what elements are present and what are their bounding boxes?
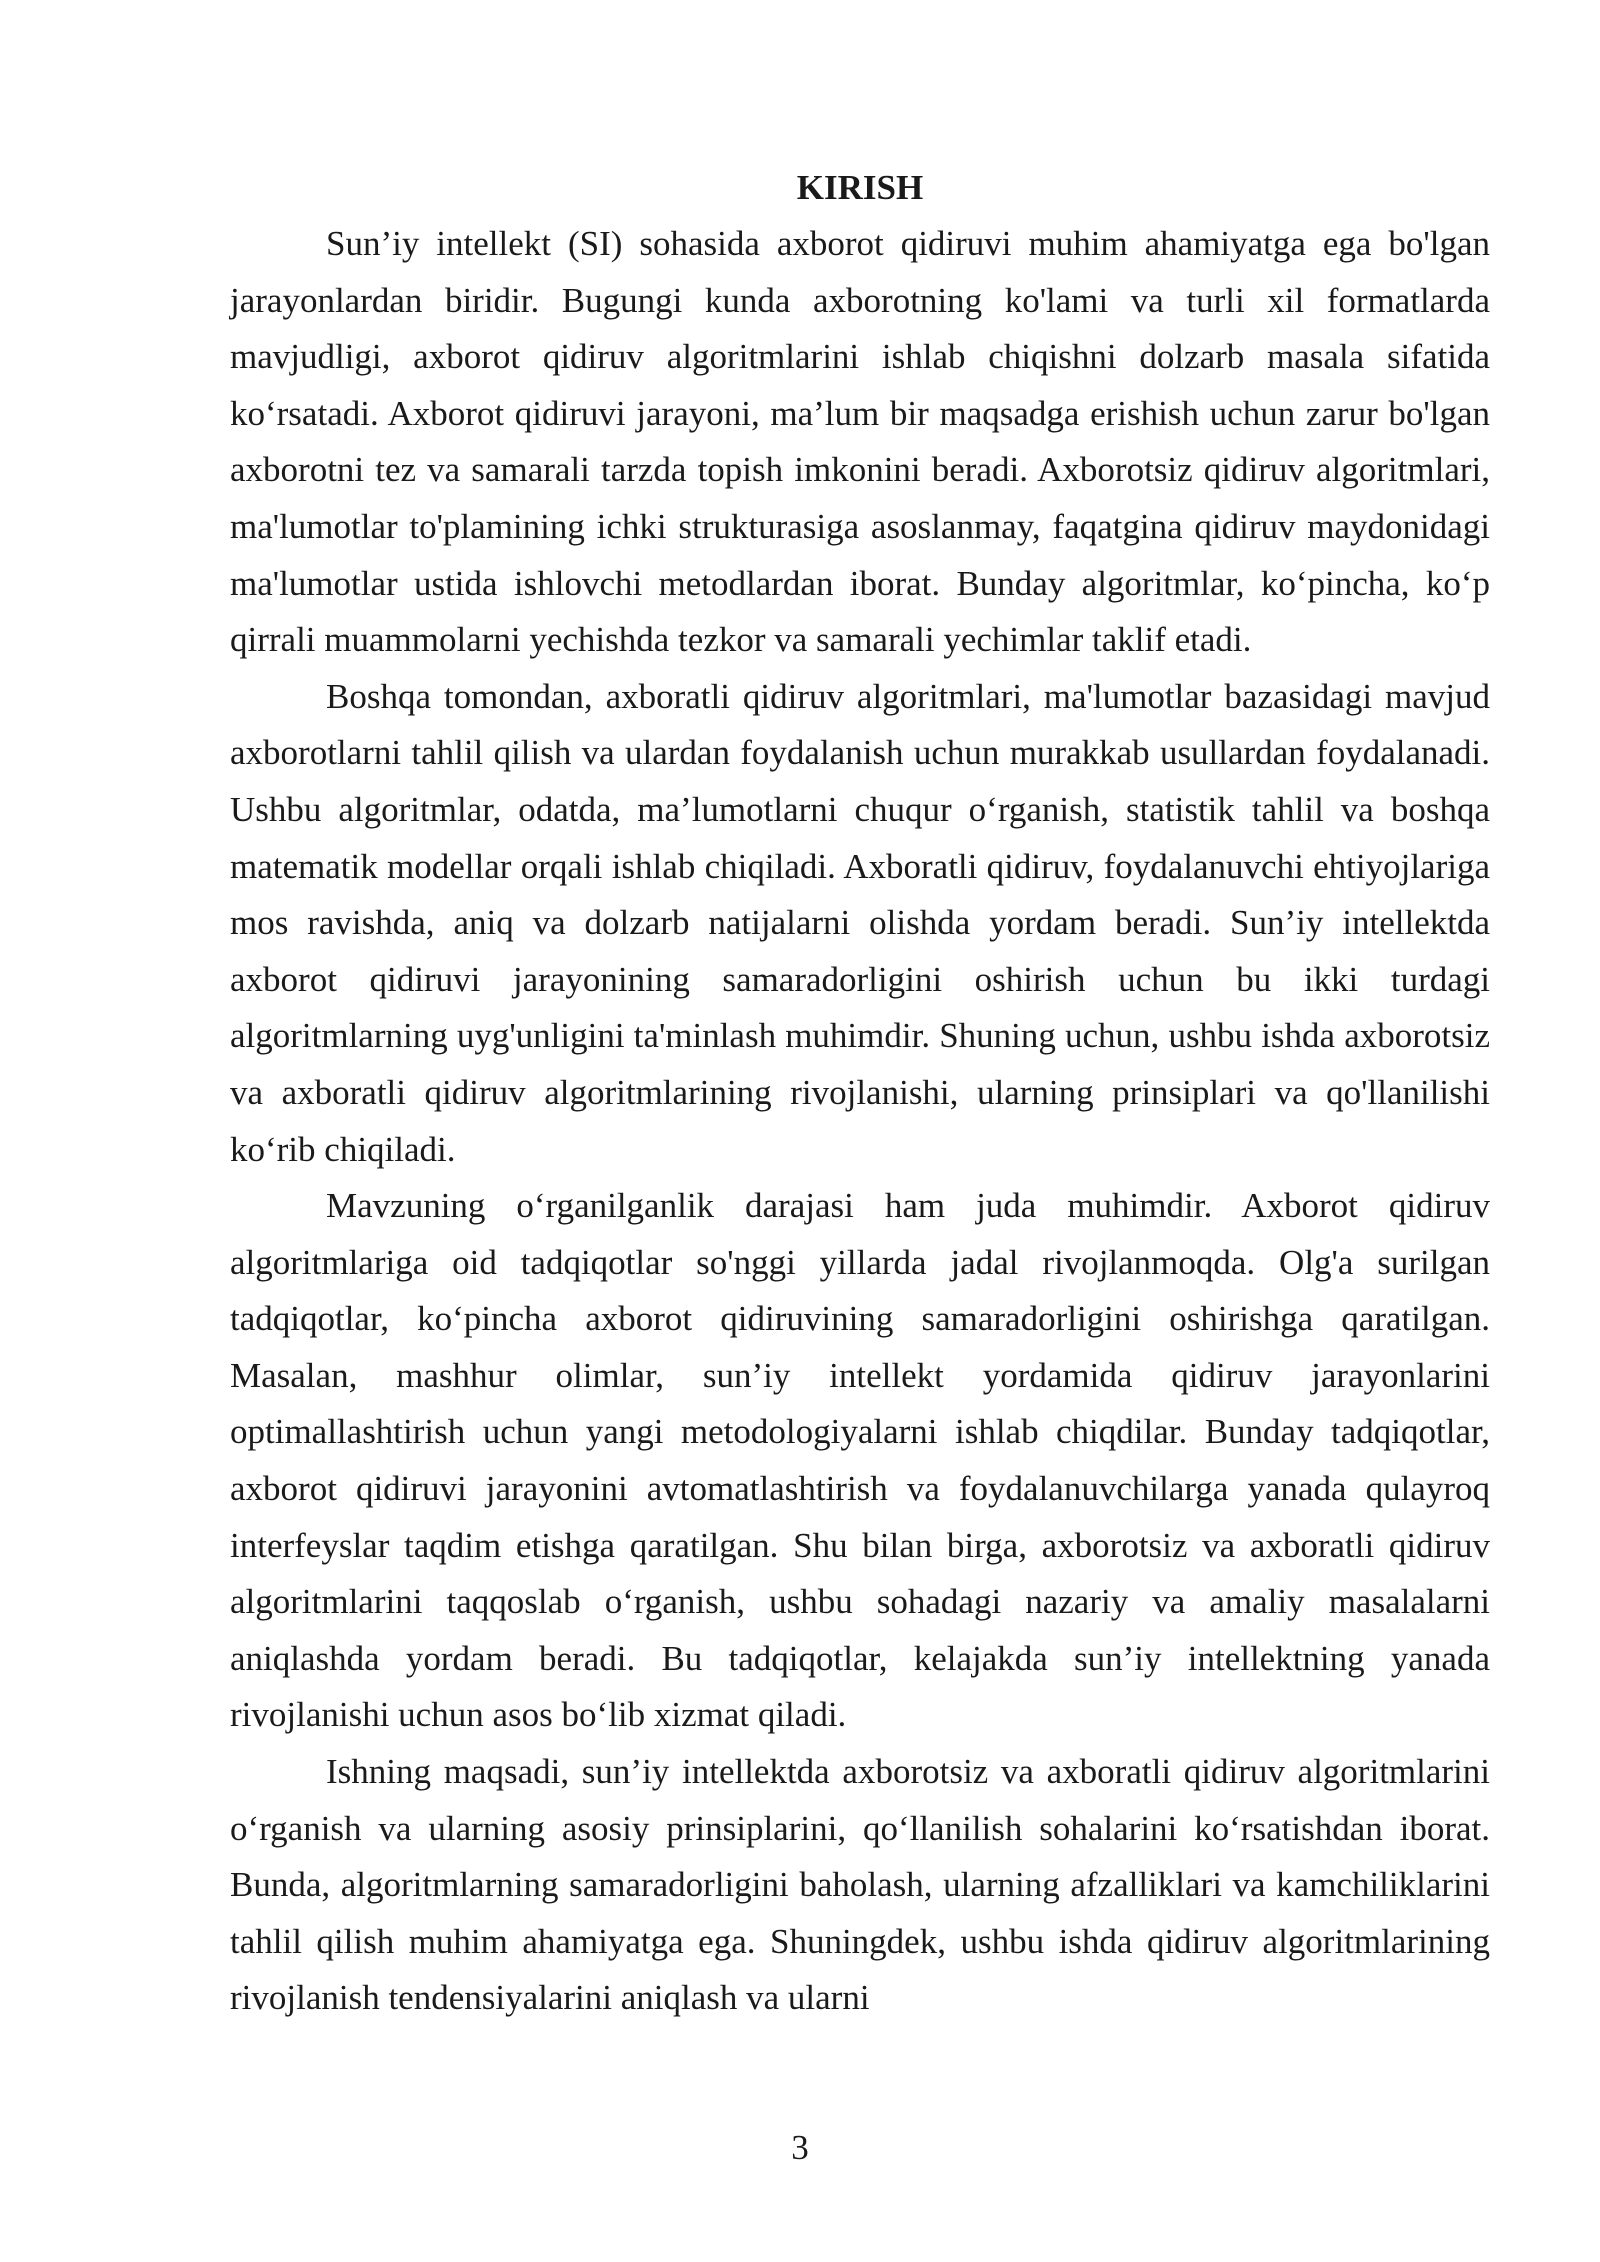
page-body (230, 160, 1490, 2027)
page-number: 3 (791, 2128, 809, 2167)
section-heading: KIRISH (796, 168, 924, 207)
paragraph: Mavzuning o‘rganilganlik darajasi ham juda muhimdir. Axborot qidiruv algoritmlariga oid tadqiqotlar so'nggi yillarda jadal rivojlanmoqda. Olg'a surilgan tadqiqotlar, ko‘pincha axborot qidiruvining samaradorligini oshirishga qaratilgan. Masalan, mashhur olimlar, sun’iy intellekt yordamida qidiruv jarayonlarini optimallashtirish uchun yangi metodologiyalarni ishlab chiqdilar. Bunday tadqiqotlar, axborot qidiruvi jarayonini avtomatlashtirish va foydalanuvchilarga yanada qulayroq interfeyslar taqdim etishga qaratilgan. Shu bilan birga, axborotsiz va axboratli qidiruv algoritmlarini taqqoslab o‘rganish, ushbu sohadagi nazariy va amaliy masalalarni aniqlashda yordam beradi. Bu tadqiqotlar, kelajakda sun’iy intellektning yanada rivojlanishi uchun asos bo‘lib xizmat qiladi. (230, 1186, 1490, 1735)
paragraph: Sun’iy intellekt (SI) sohasida axborot qidiruvi muhim ahamiyatga ega bo'lgan jarayonlardan biridir. Bugungi kunda axborotning ko'lami va turli xil formatlarda mavjudligi, axborot qidiruv algoritmlarini ishlab chiqishni dolzarb masala sifatida ko‘rsatadi. Axborot qidiruvi jarayoni, ma’lum bir maqsadga erishish uchun zarur bo'lgan axborotni tez va samarali tarzda topish imkonini beradi. Axborotsiz qidiruv algoritmlari, ma'lumotlar to'plamining ichki strukturasiga asoslanmay, faqatgina qidiruv maydonidagi ma'lumotlar ustida ishlovchi metodlardan iborat. Bunday algoritmlar, ko‘pincha, ko‘p qirrali muammolarni yechishda tezkor va samarali yechimlar taklif etadi. (230, 224, 1490, 660)
paragraph: Ishning maqsadi, sun’iy intellektda axborotsiz va axboratli qidiruv algoritmlarini o‘rganish va ularning asosiy prinsiplarini, qo‘llanilish sohalarini ko‘rsatishdan iborat. Bunda, algoritmlarning samaradorligini baholash, ularning afzalliklari va kamchiliklarini tahlil qilish muhim ahamiyatga ega. Shuningdek, ushbu ishda qidiruv algoritmlarining rivojlanish tendensiyalarini aniqlash va ularni (230, 1752, 1490, 2018)
paragraph: Boshqa tomondan, axboratli qidiruv algoritmlari, ma'lumotlar bazasidagi mavjud axborotlarni tahlil qilish va ulardan foydalanish uchun murakkab usullardan foydalanadi. Ushbu algoritmlar, odatda, ma’lumotlarni chuqur o‘rganish, statistik tahlil va boshqa matematik modellar orqali ishlab chiqiladi. Axboratli qidiruv, foydalanuvchi ehtiyojlariga mos ravishda, aniq va dolzarb natijalarni olishda yordam beradi. Sun’iy intellektda axborot qidiruvi jarayonining samaradorligini oshirish uchun bu ikki turdagi algoritmlarning uyg'unligini ta'minlash muhimdir. Shuning uchun, ushbu ishda axborotsiz va axboratli qidiruv algoritmlarining rivojlanishi, ularning prinsiplari va qo'llanilishi ko‘rib chiqiladi. (230, 676, 1490, 1169)
